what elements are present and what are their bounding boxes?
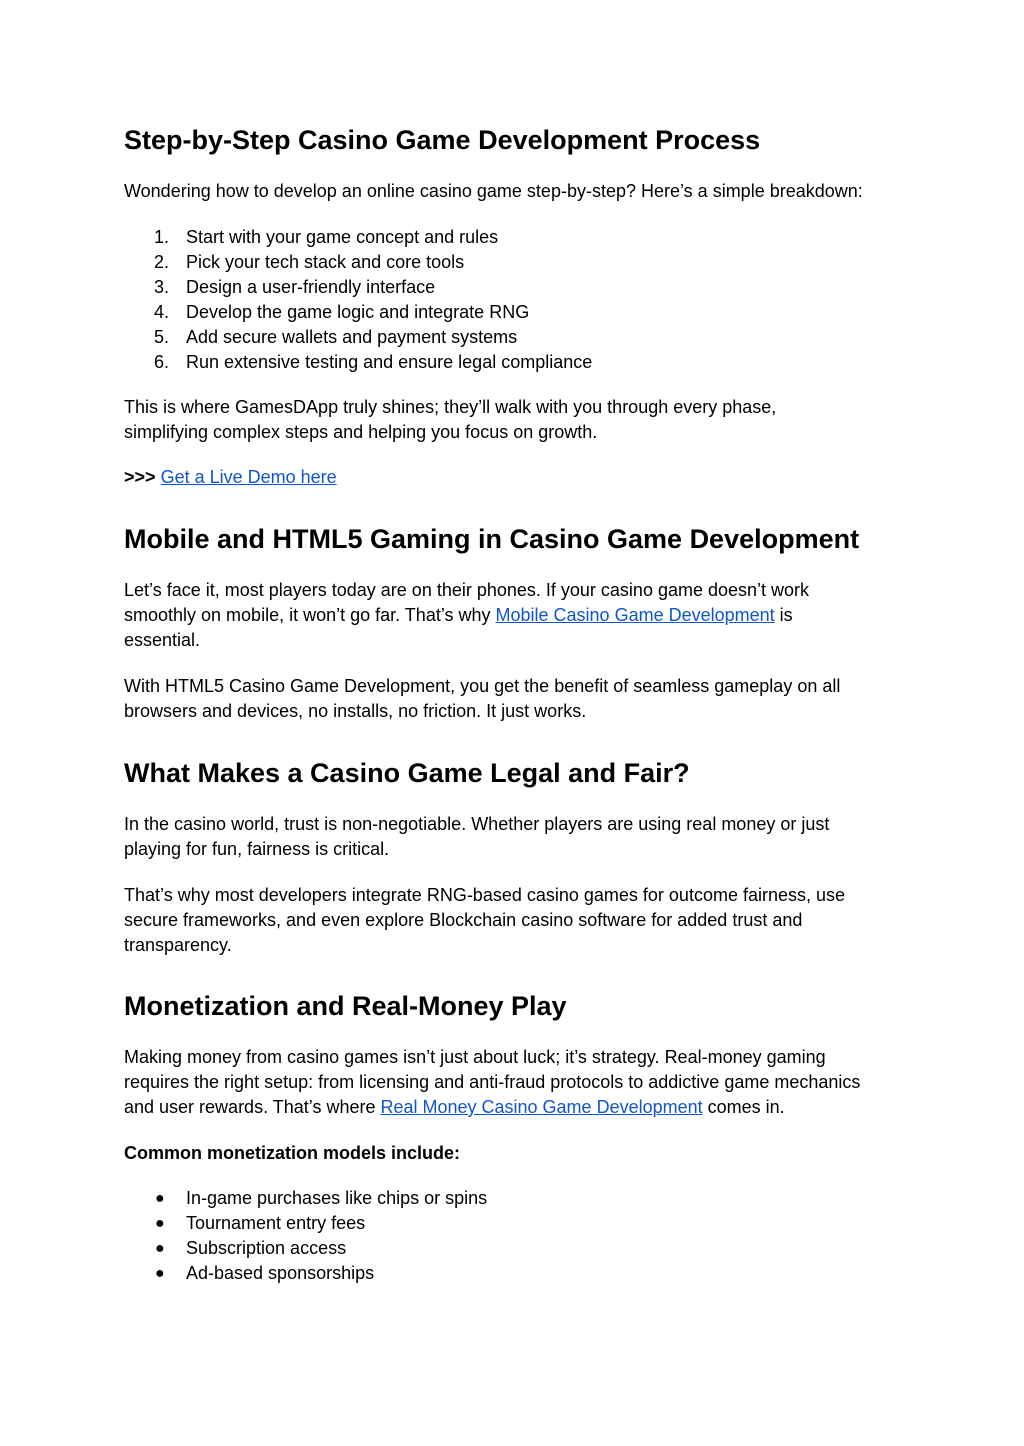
text-span: is: [774, 605, 793, 625]
list-item: [124, 1211, 904, 1236]
text-span: and user rewards. That’s where: [124, 1097, 381, 1117]
list-item-text: Tournament entry fees: [186, 1213, 366, 1233]
section4-paragraph-line: [124, 1095, 904, 1120]
list-item-text: Develop the game logic and integrate RNG: [186, 302, 530, 322]
section4-paragraph-line: requires the right setup: from licensing and anti-fraud protocols to addictive game mechanics: [124, 1072, 861, 1092]
list-item-text: Design a user-friendly interface: [186, 277, 436, 297]
section-heading-step-by-step: Step-by-Step Casino Game Development Process: [124, 125, 761, 155]
section3-paragraph-line: In the casino world, trust is non-negotiable. Whether players are using real money or just: [124, 814, 830, 834]
steps-list: [124, 225, 904, 375]
list-item: [124, 250, 904, 275]
section1-intro: Wondering how to develop an online casino game step-by-step? Here’s a simple breakdown:: [124, 181, 863, 201]
list-item-text: In-game purchases like chips or spins: [186, 1188, 488, 1208]
real-money-casino-link[interactable]: Real Money Casino Game Development: [380, 1097, 703, 1117]
section-heading-legal-fair: What Makes a Casino Game Legal and Fair?: [124, 758, 690, 788]
list-item-text: Pick your tech stack and core tools: [186, 252, 465, 272]
list-item: [124, 225, 904, 250]
section1-paragraph-line: simplifying complex steps and helping you focus on growth.: [124, 422, 598, 442]
bullet-icon: ●: [155, 1190, 165, 1207]
text-span: comes in.: [702, 1097, 785, 1117]
list-item: [124, 1236, 904, 1261]
live-demo-link[interactable]: Get a Live Demo here: [160, 467, 337, 487]
list-item: [124, 1186, 904, 1211]
list-number: 3.: [154, 277, 170, 297]
list-item: [124, 1261, 904, 1286]
monetization-list: [124, 1186, 904, 1286]
list-number: 4.: [154, 302, 170, 322]
section3-paragraph-line: playing for fun, fairness is critical.: [124, 839, 390, 859]
section3-paragraph-line: secure frameworks, and even explore Blockchain casino software for added trust and: [124, 910, 803, 930]
section3-paragraph-line: transparency.: [124, 935, 232, 955]
list-item-text: Ad-based sponsorships: [186, 1263, 375, 1283]
section3-paragraph-line: That’s why most developers integrate RNG-based casino games for outcome fairness, use: [124, 885, 846, 905]
demo-line: [124, 465, 904, 490]
bullet-icon: ●: [155, 1215, 165, 1232]
section2-paragraph-line: Let’s face it, most players today are on their phones. If your casino game doesn’t work: [124, 580, 810, 600]
section-heading-mobile-html5: Mobile and HTML5 Gaming in Casino Game Development: [124, 524, 860, 554]
list-item: [124, 325, 904, 350]
section2-paragraph-line: browsers and devices, no installs, no friction. It just works.: [124, 701, 587, 721]
list-item-text: Run extensive testing and ensure legal compliance: [186, 352, 593, 372]
section2-paragraph-line: With HTML5 Casino Game Development, you get the benefit of seamless gameplay on all: [124, 676, 841, 696]
mobile-casino-link[interactable]: Mobile Casino Game Development: [495, 605, 775, 625]
list-item: [124, 300, 904, 325]
list-number: 1.: [154, 227, 170, 247]
demo-prefix: >>>: [124, 467, 156, 487]
list-item: [124, 275, 904, 300]
list-item: [124, 350, 904, 375]
section4-paragraph-line: Making money from casino games isn’t just about luck; it’s strategy. Real-money gaming: [124, 1047, 826, 1067]
text-span: smoothly on mobile, it won’t go far. That’s why: [124, 605, 496, 625]
section2-paragraph-line: essential.: [124, 630, 201, 650]
models-label: [124, 1141, 904, 1166]
section-heading-monetization: Monetization and Real-Money Play: [124, 991, 567, 1021]
list-number: 2.: [154, 252, 170, 272]
list-number: 6.: [154, 352, 170, 372]
list-item-text: Start with your game concept and rules: [186, 227, 499, 247]
list-number: 5.: [154, 327, 170, 347]
list-item-text: Subscription access: [186, 1238, 347, 1258]
list-item-text: Add secure wallets and payment systems: [186, 327, 518, 347]
section2-paragraph-line: [124, 603, 904, 628]
models-label-text: Common monetization models include:: [124, 1143, 461, 1163]
section1-paragraph-line: This is where GamesDApp truly shines; they’ll walk with you through every phase,: [124, 397, 777, 417]
bullet-icon: ●: [155, 1265, 165, 1282]
bullet-icon: ●: [155, 1240, 165, 1257]
